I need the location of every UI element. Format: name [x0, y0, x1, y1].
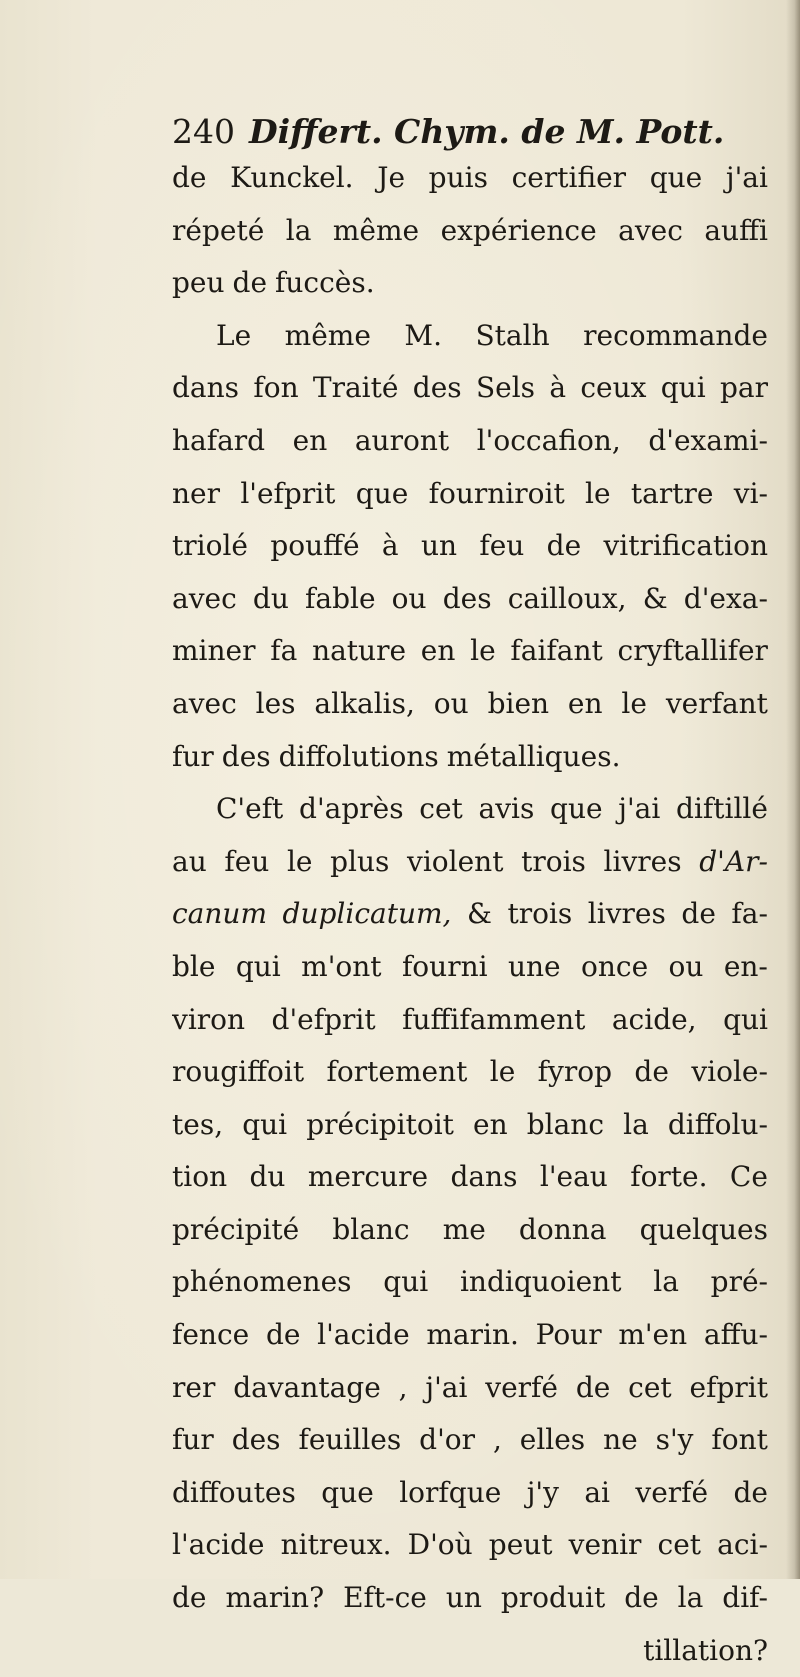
text-word: à	[549, 371, 567, 405]
text-word: de	[575, 1370, 611, 1404]
text-word: dans	[450, 1160, 518, 1194]
text-word: en-	[723, 949, 768, 983]
text-word: qui	[235, 949, 281, 983]
text-word: qui	[242, 1107, 288, 1141]
text-word: d'exami-	[648, 423, 768, 457]
text-word: des	[412, 371, 462, 405]
text-word: canum	[172, 897, 267, 931]
text-word: même	[332, 213, 420, 247]
text-word: de	[172, 161, 207, 194]
text-line	[172, 1256, 768, 1309]
text-word: de	[681, 897, 716, 931]
text-word: marin?	[225, 1581, 325, 1615]
text-line	[172, 1519, 768, 1572]
text-word: par	[719, 371, 768, 405]
text-word: aci-	[717, 1528, 768, 1562]
text-word: Traité	[312, 371, 399, 405]
text-line	[172, 1572, 768, 1625]
text-word: diffolu-	[667, 1107, 768, 1141]
text-word: du	[252, 581, 289, 615]
text-word: miner	[172, 634, 256, 668]
text-word: fence	[172, 1318, 250, 1352]
text-word: Je	[377, 161, 406, 194]
text-word: alkalis,	[314, 686, 415, 720]
text-word: diffoutes	[172, 1475, 296, 1509]
text-word: que	[321, 1475, 374, 1509]
text-line	[172, 1414, 768, 1467]
text-word: me	[442, 1212, 486, 1246]
text-word: ,	[492, 1423, 502, 1457]
text-word: fortement	[326, 1055, 468, 1089]
text-line	[172, 520, 768, 573]
text-word: Ce	[729, 1160, 768, 1194]
text-word: cet	[628, 1370, 672, 1404]
text-word: le	[489, 1055, 516, 1089]
text-line	[172, 573, 768, 626]
text-word: m'ont	[301, 949, 382, 983]
text-word: produit	[500, 1581, 606, 1615]
text-word: viole-	[691, 1055, 768, 1089]
text-word: un	[445, 1581, 482, 1615]
text-word: l'eau	[539, 1160, 608, 1194]
text-word: ou	[433, 686, 469, 720]
text-word: de	[624, 1581, 659, 1615]
text-word: que	[550, 792, 603, 826]
text-word: font	[711, 1423, 768, 1457]
text-line	[172, 152, 768, 205]
text-word: Stalh	[475, 318, 550, 352]
text-word: j'y	[526, 1475, 559, 1509]
text-word: ner	[172, 476, 220, 510]
text-line	[172, 1309, 768, 1362]
text-word: faifant	[510, 634, 603, 668]
text-line	[172, 941, 768, 994]
text-word: précipité	[172, 1212, 300, 1246]
text-word: d'après	[299, 792, 404, 826]
text-word: diftillé	[676, 792, 768, 826]
text-word: plus	[330, 844, 390, 878]
text-word: j'ai	[425, 1370, 468, 1404]
text-line	[172, 783, 768, 836]
text-word: quelques	[639, 1212, 768, 1246]
text-word: les	[255, 686, 296, 720]
text-word: la	[653, 1265, 679, 1299]
text-word: fuccès.	[275, 266, 375, 300]
text-word: s'y	[655, 1423, 694, 1457]
running-head-title: Differt. Chym. de M. Pott.	[249, 112, 725, 151]
text-word: &	[466, 897, 492, 931]
word-gap	[271, 731, 279, 784]
text-word: davantage	[233, 1370, 381, 1404]
text-word: rer	[172, 1370, 216, 1404]
text-word: once	[581, 949, 649, 983]
text-line	[172, 678, 768, 731]
text-word: dif-	[722, 1581, 768, 1615]
text-word: violent	[407, 844, 504, 878]
text-word: forte.	[630, 1160, 708, 1194]
text-word: en	[567, 686, 603, 720]
text-word: d'exa-	[683, 581, 768, 615]
text-word: verfant	[665, 686, 768, 720]
text-word: ne	[603, 1423, 638, 1457]
text-word: en	[473, 1107, 508, 1141]
text-line	[172, 310, 768, 363]
text-word: de	[546, 529, 582, 563]
text-word: expérience	[440, 213, 597, 247]
text-word: cet	[657, 1528, 702, 1562]
text-word: tion	[172, 1160, 228, 1194]
text-word: de	[232, 266, 268, 300]
text-word: de	[634, 1055, 669, 1089]
text-word: livres	[587, 897, 666, 931]
text-word: fuffifamment	[402, 1002, 586, 1036]
text-word: M.	[404, 318, 442, 352]
text-word: affu-	[703, 1318, 768, 1352]
text-word: avis	[478, 792, 535, 826]
text-word: la	[285, 213, 312, 247]
text-word: pré-	[710, 1265, 768, 1299]
text-word: que	[649, 161, 703, 194]
text-word: elles	[519, 1423, 586, 1457]
text-word: fa	[270, 634, 298, 668]
text-word: j'ai	[618, 792, 661, 826]
text-line	[172, 625, 768, 678]
text-word: diffolutions	[278, 739, 439, 773]
text-word: fyrop	[537, 1055, 613, 1089]
text-word: répeté	[172, 213, 265, 247]
text-word: de	[733, 1475, 768, 1509]
text-word: le	[585, 476, 611, 510]
text-word: ou	[391, 581, 427, 615]
text-word: venir	[568, 1528, 642, 1562]
text-word: blanc	[526, 1107, 605, 1141]
text-word: fa-	[731, 897, 768, 931]
text-word: le	[621, 686, 647, 720]
text-word: rougiffoit	[172, 1055, 305, 1089]
text-word: la	[677, 1581, 704, 1615]
text-word: lorfque	[399, 1475, 502, 1509]
text-word: au	[172, 844, 207, 878]
text-word: fourni	[401, 949, 488, 983]
text-word: l'occafion,	[476, 423, 621, 457]
text-word: Pour	[535, 1318, 602, 1352]
text-word: cet	[419, 792, 463, 826]
text-word: dans	[172, 371, 240, 405]
text-line	[172, 1151, 768, 1204]
text-word: ou	[668, 949, 704, 983]
text-word: feu	[479, 529, 525, 563]
text-word: peu	[172, 266, 225, 300]
text-word: avec	[172, 686, 237, 720]
text-line	[172, 1467, 768, 1520]
text-word: bien	[487, 686, 550, 720]
text-word: en	[420, 634, 456, 668]
text-word: Le	[216, 318, 252, 352]
text-word: l'efprit	[240, 476, 336, 510]
text-word: cryftallifer	[617, 634, 768, 668]
body-text	[172, 152, 768, 1677]
text-word: Sels	[475, 371, 536, 405]
word-gap	[267, 257, 275, 310]
text-word: le	[470, 634, 496, 668]
word-gap	[439, 731, 447, 784]
text-word: triolé	[172, 529, 248, 563]
text-word: verfé	[485, 1370, 558, 1404]
text-line	[172, 1046, 768, 1099]
text-word: à	[381, 529, 399, 563]
text-word: une	[507, 949, 561, 983]
text-word: un	[420, 529, 458, 563]
text-word: fourniroit	[428, 476, 565, 510]
text-word: trois	[521, 844, 586, 878]
text-word: même	[284, 318, 371, 352]
text-word: de	[172, 1581, 207, 1615]
text-line	[172, 1204, 768, 1257]
text-word: C'eft	[216, 792, 284, 826]
text-word: ai	[584, 1475, 610, 1509]
text-word: tartre	[630, 476, 714, 510]
text-word: le	[286, 844, 313, 878]
text-word: de	[265, 1318, 301, 1352]
text-word: auront	[354, 423, 450, 457]
text-word: avec	[618, 213, 683, 247]
running-head	[172, 112, 768, 152]
text-word: qui	[660, 371, 706, 405]
text-word: des	[442, 581, 492, 615]
text-word: auffi	[704, 213, 768, 247]
text-word: cailloux,	[507, 581, 627, 615]
text-word: Eft-ce	[343, 1581, 427, 1615]
text-word: fur	[172, 739, 214, 773]
text-word: qui	[383, 1265, 429, 1299]
page-number: 240	[172, 112, 235, 151]
text-line	[172, 1362, 768, 1415]
text-word: efprit	[689, 1370, 768, 1404]
text-word: Kunckel.	[230, 161, 354, 194]
text-word: métalliques.	[446, 739, 621, 773]
text-word: des	[231, 1423, 281, 1457]
text-word: ,	[398, 1370, 408, 1404]
text-line	[172, 1625, 768, 1677]
word-gap	[225, 257, 233, 310]
text-word: pouffé	[270, 529, 360, 563]
text-word: blanc	[332, 1212, 410, 1246]
text-word: fable	[305, 581, 376, 615]
text-word: nitreux.	[280, 1528, 392, 1562]
text-word: m'en	[618, 1318, 688, 1352]
page-text	[172, 112, 768, 1677]
text-word: recommande	[583, 318, 768, 352]
text-word: d'efprit	[271, 1002, 376, 1036]
text-word: j'ai	[725, 161, 768, 194]
text-word: marin.	[426, 1318, 519, 1352]
text-word: livres	[603, 844, 682, 878]
text-word: duplicatum,	[282, 897, 452, 931]
text-word: mercure	[307, 1160, 429, 1194]
text-word: &	[642, 581, 668, 615]
text-word: d'or	[419, 1423, 476, 1457]
text-word: viron	[172, 1002, 246, 1036]
text-word: hafard	[172, 423, 266, 457]
text-word: en	[292, 423, 328, 457]
text-line	[172, 1099, 768, 1152]
text-word: phénomenes	[172, 1265, 352, 1299]
page-binding-shadow	[786, 0, 800, 1579]
text-word: ceux	[580, 371, 647, 405]
text-line	[172, 836, 768, 889]
text-word: du	[249, 1160, 286, 1194]
text-word: certifier	[511, 161, 627, 194]
text-word: l'acide	[317, 1318, 410, 1352]
text-word: la	[623, 1107, 649, 1141]
text-word: d'Ar-	[699, 844, 768, 878]
text-line	[172, 362, 768, 415]
text-word: précipitoit	[306, 1107, 454, 1141]
text-line	[172, 468, 768, 521]
text-word: des	[221, 739, 271, 773]
text-word: feuilles	[298, 1423, 402, 1457]
word-gap	[214, 731, 222, 784]
text-word: trois	[507, 897, 573, 931]
text-word: puis	[428, 161, 488, 194]
text-word: donna	[518, 1212, 607, 1246]
text-word: qui	[723, 1002, 768, 1036]
text-line	[172, 994, 768, 1047]
text-word: verfé	[635, 1475, 709, 1509]
text-word: fon	[253, 371, 299, 405]
text-line	[172, 205, 768, 258]
text-word: indiquoient	[459, 1265, 622, 1299]
text-word: ble	[172, 949, 216, 983]
text-word: nature	[312, 634, 407, 668]
text-word: D'où	[407, 1528, 473, 1562]
text-word: vitrification	[603, 529, 768, 563]
text-word: avec	[172, 581, 237, 615]
text-word: vi-	[733, 476, 768, 510]
text-word: l'acide	[172, 1528, 265, 1562]
text-word: feu	[224, 844, 270, 878]
text-line	[172, 415, 768, 468]
text-word: tes,	[172, 1107, 224, 1141]
text-line	[172, 888, 768, 941]
text-word: que	[355, 476, 409, 510]
text-word: acide,	[611, 1002, 697, 1036]
text-line	[172, 257, 768, 310]
text-word: tillation?	[643, 1633, 768, 1667]
text-word: peut	[488, 1528, 553, 1562]
text-word: fur	[172, 1423, 214, 1457]
text-line	[172, 731, 768, 784]
